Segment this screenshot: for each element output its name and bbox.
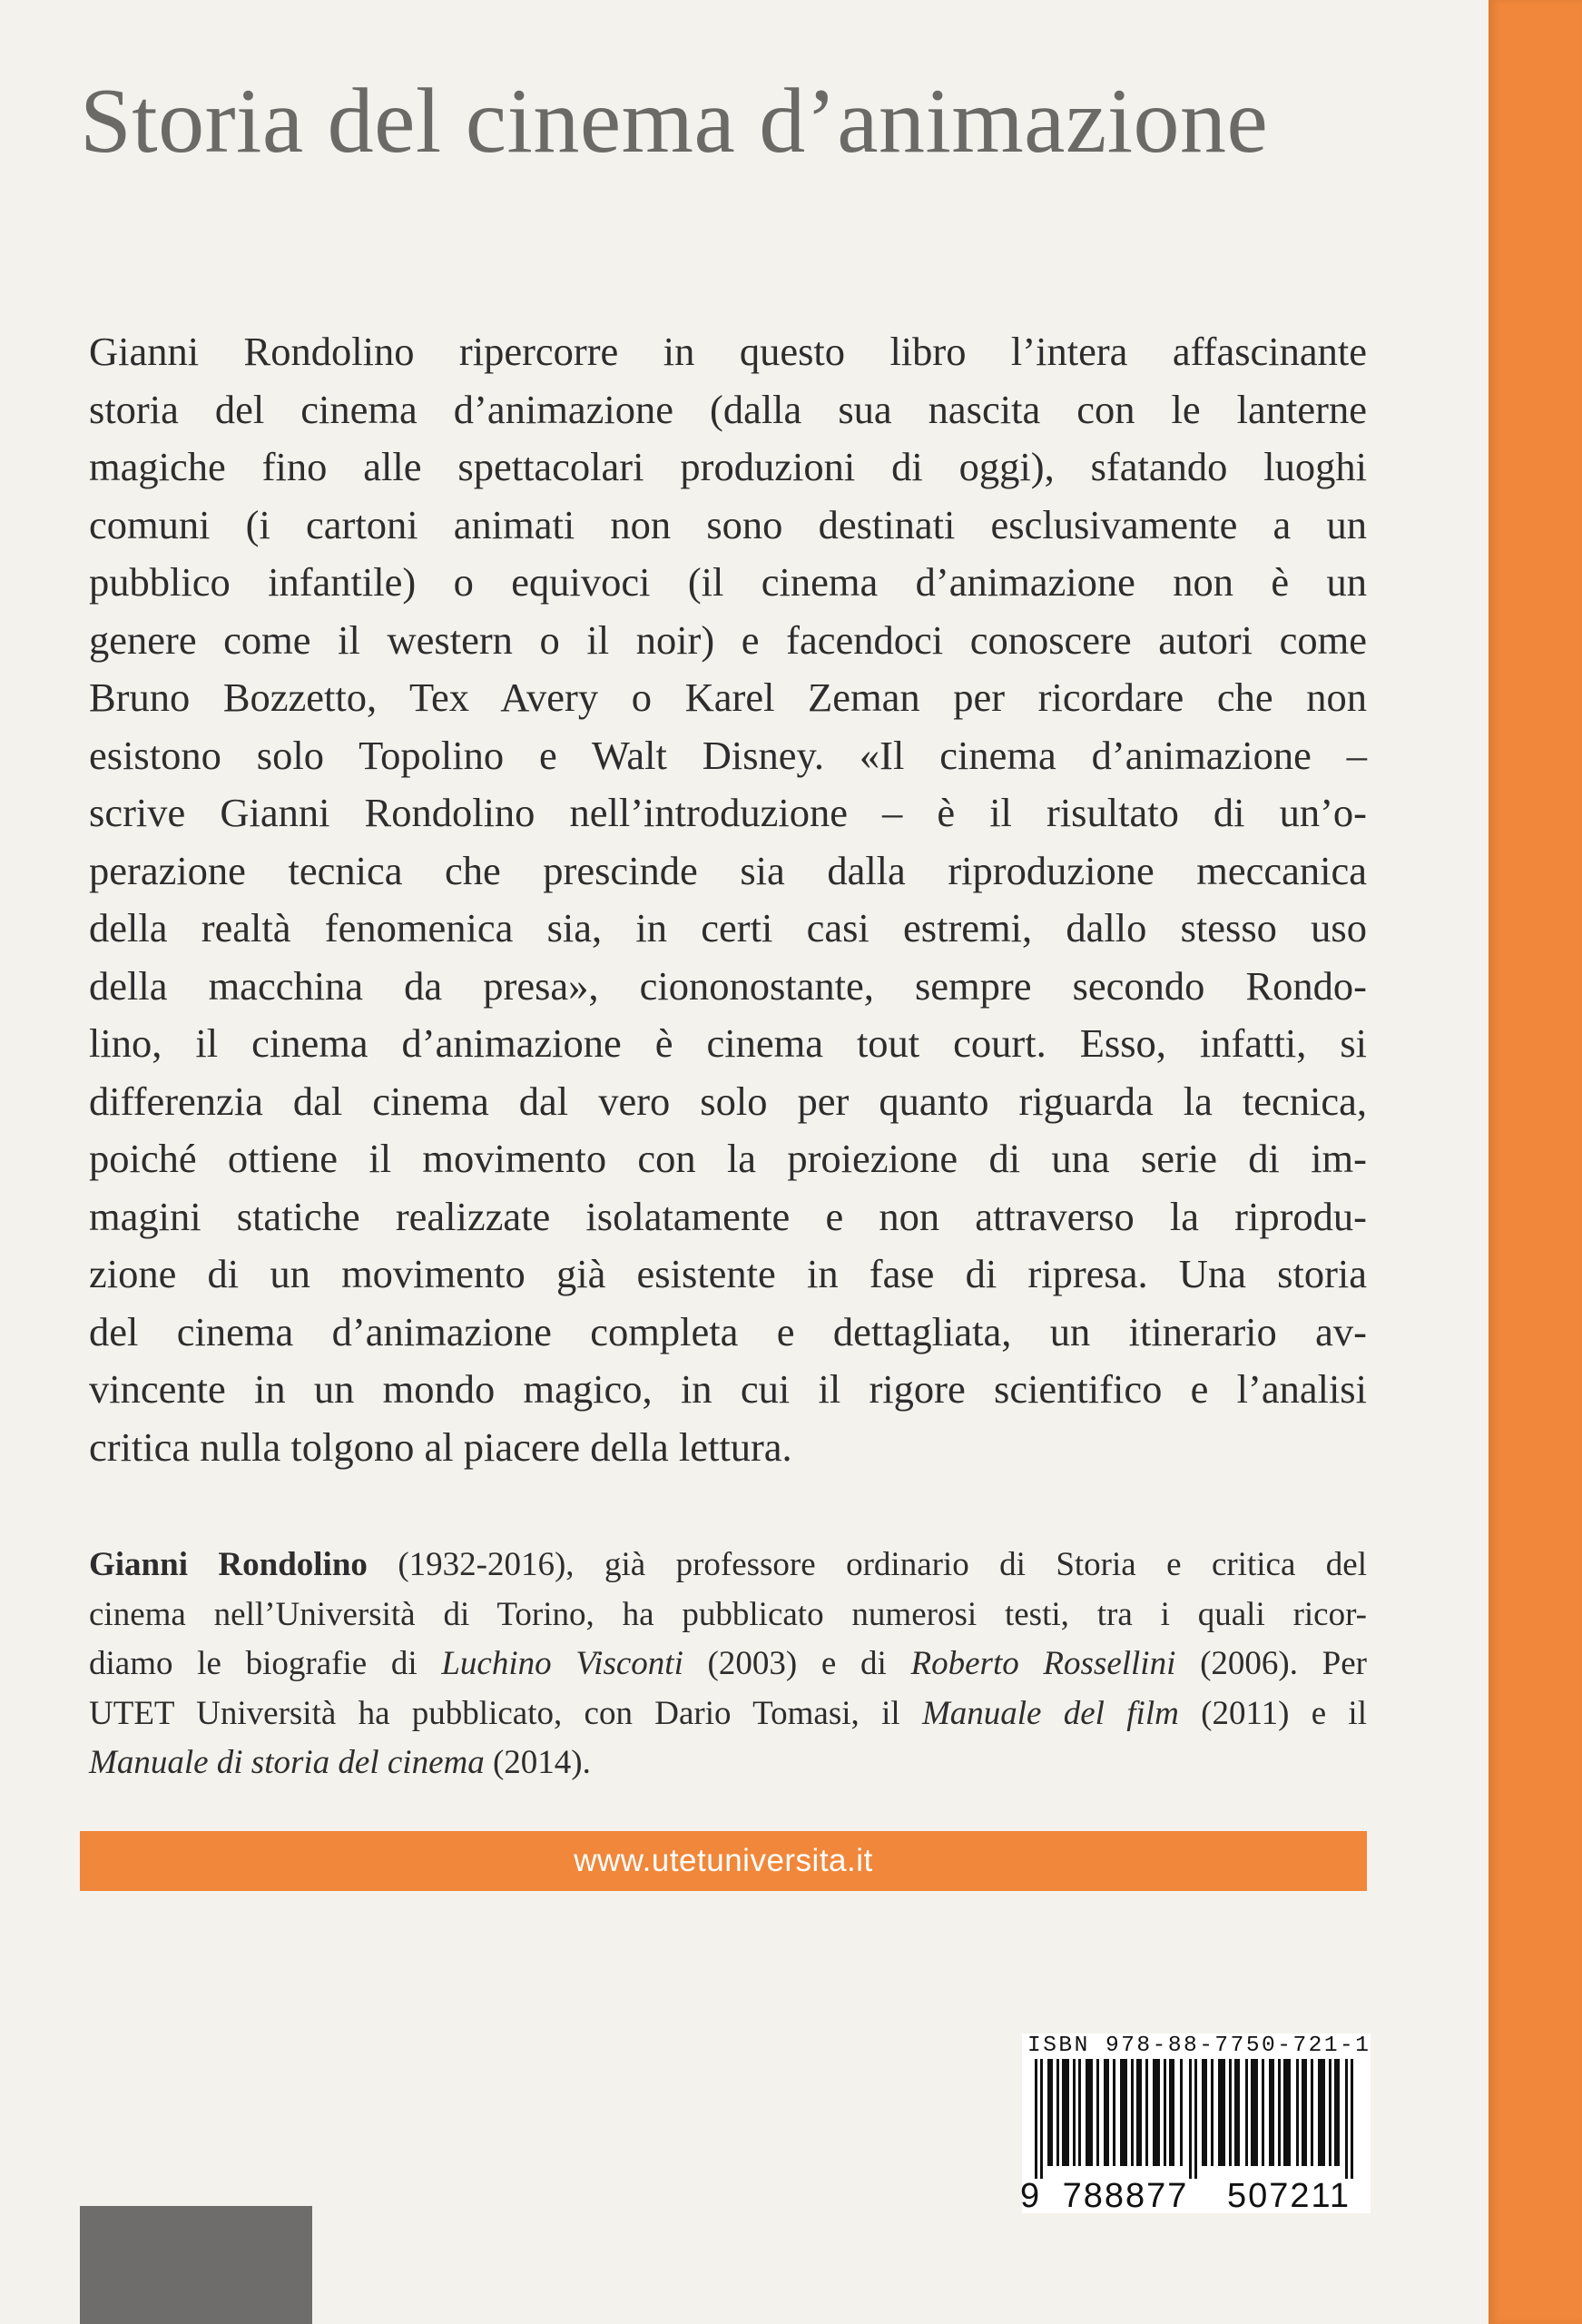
grey-corner-block — [80, 2206, 312, 2324]
blurb-line: zione di un movimento già esistente in fase di ripresa. Una storia — [89, 1251, 1367, 1296]
blurb-paragraph — [89, 323, 1367, 1476]
barcode-icon — [1035, 2059, 1367, 2179]
blurb-line: scrive Gianni Rondolino nell’introduzione – è il risultato di un’o- — [89, 790, 1367, 835]
website-banner — [80, 1831, 1367, 1891]
bio-text: (2011) e il — [1178, 1694, 1367, 1732]
blurb-line: magiche fino alle spettacolari produzioni di oggi), sfatando luoghi — [89, 444, 1367, 489]
barcode-digits — [1020, 2177, 1372, 2216]
blurb-line: vincente in un mondo magico, in cui il rigore scientifico e l’analisi — [89, 1366, 1367, 1412]
bio-text: (1932-2016), già professore ordinario di Storia e critica del — [367, 1546, 1367, 1583]
book-title-ref: Luchino Visconti — [441, 1645, 683, 1682]
blurb-line: perazione tecnica che prescinde sia dalla riproduzione meccanica — [89, 847, 1367, 893]
author-name: Gianni Rondolino — [89, 1546, 368, 1583]
bio-text: (2014). — [484, 1744, 591, 1781]
blurb-line: lino, il cinema d’animazione è cinema tout court. Esso, infatti, si — [89, 1020, 1367, 1066]
blurb-line: Bruno Bozzetto, Tex Avery o Karel Zeman per ricordare che non — [89, 675, 1367, 720]
blurb-line: critica nulla tolgono al piacere della lettura. — [89, 1423, 792, 1470]
bio-line — [89, 1738, 1367, 1788]
book-title-ref: Manuale del film — [921, 1694, 1179, 1732]
isbn-label: ISBN 978-88-7750-721-1 — [1027, 2034, 1371, 2058]
barcode-left-group: 788877 — [1062, 2177, 1189, 2215]
bio-text: (2006). Per — [1175, 1645, 1367, 1682]
blurb-line: magini statiche realizzate isolatamente e non attraverso la riprodu- — [89, 1193, 1367, 1239]
bio-text: UTET Università ha pubblicato, con Dario Tomasi, il — [89, 1694, 922, 1732]
blurb-line: Gianni Rondolino ripercorre in questo libro l’intera affascinante — [89, 329, 1367, 374]
bio-line — [89, 1640, 1367, 1689]
book-title-ref: Manuale di storia del cinema — [89, 1744, 485, 1781]
blurb-line: del cinema d’animazione completa e dettagliata, un itinerario av- — [89, 1308, 1367, 1354]
blurb-line: differenzia dal cinema dal vero solo per quanto riguarda la tecnica, — [89, 1078, 1367, 1124]
blurb-line: poiché ottiene il movimento con la proiezione di una serie di im- — [89, 1136, 1367, 1181]
barcode-right-group: 507211 — [1227, 2177, 1351, 2215]
book-title-ref: Roberto Rossellini — [910, 1645, 1176, 1682]
blurb-line: pubblico infantile) o equivoci (il cinema d’animazione non è un — [89, 559, 1367, 605]
book-title: Storia del cinema d’animazione — [80, 70, 1269, 172]
barcode-lead-digit: 9 — [1020, 2177, 1042, 2215]
bio-line — [89, 1689, 1367, 1739]
blurb-line: comuni (i cartoni animati non sono destinati esclusivamente a un — [89, 501, 1367, 547]
bio-line — [89, 1541, 1367, 1590]
blurb-line: esistono solo Topolino e Walt Disney. «Il cinema d’animazione – — [89, 732, 1367, 778]
blurb-line: storia del cinema d’animazione (dalla sua nascita con le lanterne — [89, 386, 1367, 432]
bio-text: diamo le biografie di — [89, 1645, 442, 1682]
orange-spine-stripe — [1489, 0, 1582, 2324]
blurb-line: genere come il western o il noir) e facendoci conoscere autori come — [89, 616, 1367, 663]
bio-line: cinema nell’Università di Torino, ha pubblicato numerosi testi, tra i quali ricor- — [89, 1595, 1367, 1633]
website-url[interactable]: www.utetuniversita.it — [574, 1843, 873, 1878]
bio-text: (2003) e di — [683, 1645, 911, 1682]
author-bio — [89, 1541, 1367, 1788]
blurb-line: della realtà fenomenica sia, in certi casi estremi, dallo stesso uso — [89, 905, 1367, 950]
blurb-line: della macchina da presa», ciononostante, sempre secondo Rondo- — [89, 962, 1367, 1009]
